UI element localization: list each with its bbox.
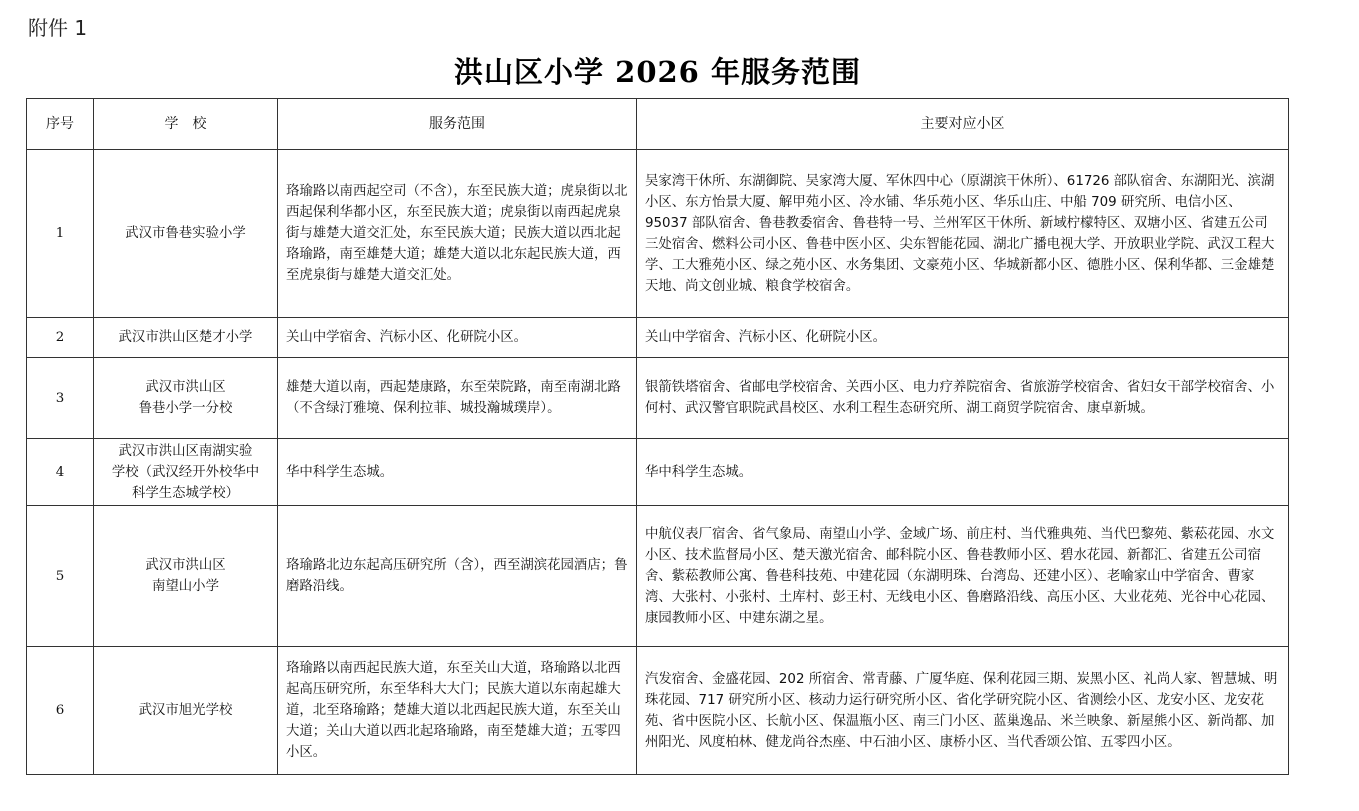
document-title: 洪山区小学 2026 年服务范围 <box>454 55 861 89</box>
header-range: 服务范围 <box>278 99 637 150</box>
service-area-table <box>26 98 1289 775</box>
service-range: 关山中学宿舍、汽标小区、化研院小区。 <box>278 318 637 358</box>
residential-areas: 华中科学生态城。 <box>637 439 1289 506</box>
table-row <box>27 150 1289 318</box>
row-number: 5 <box>27 506 94 647</box>
residential-areas: 吴家湾干休所、东湖御院、吴家湾大厦、军休四中心（原湖滨干休所）、61726 部队宿舍、东湖阳光、滨湖小区、东方怡景大厦、解甲苑小区、冷水铺、华乐苑小区、华乐山庄、中船 709 研究所、电信小区、95037 部队宿舍、鲁巷教委宿舍、鲁巷特一号、兰州军区干休所、新域柠檬特区、双塘小区、省建五公司三处宿舍、燃料公司小区、鲁巷中医小区、尖东智能花园、湖北广播电视大学、开放职业学院、武汉工程大学、工大雅苑小区、绿之苑小区、水务集团、文豪苑小区、华城新都小区、德胜小区、保利华都、三金雄楚天地、尚文创业城、粮食学校宿舍。 <box>637 150 1289 318</box>
row-number: 6 <box>27 647 94 775</box>
table-row <box>27 506 1289 647</box>
school-name-line: 武汉市旭光学校 <box>138 703 233 718</box>
row-number: 3 <box>27 358 94 439</box>
table-row <box>27 358 1289 439</box>
school-name-line: 鲁巷小学一分校 <box>138 401 233 416</box>
school-name-line: 南望山小学 <box>152 579 219 594</box>
row-number: 2 <box>27 318 94 358</box>
school-name-line: 武汉市洪山区南湖实验 <box>118 443 253 459</box>
header-school: 学 校 <box>94 99 278 150</box>
school-name <box>94 506 278 647</box>
school-name <box>94 318 278 358</box>
school-name-line: 武汉市洪山区楚才小学 <box>118 330 253 345</box>
service-range: 华中科学生态城。 <box>278 439 637 506</box>
table-row <box>27 439 1289 506</box>
school-name <box>94 439 278 506</box>
residential-areas: 中航仪表厂宿舍、省气象局、南望山小学、金域广场、前庄村、当代雅典苑、当代巴黎苑、紫菘花园、水文小区、技术监督局小区、楚天激光宿舍、邮科院小区、鲁巷教师小区、碧水花园、新都汇、省建五公司宿舍、紫菘教师公寓、鲁巷科技苑、中建花园（东湖明珠、台湾岛、还建小区）、老喻家山中学宿舍、曹家湾、大张村、小张村、土库村、彭王村、无线电小区、鲁磨路沿线、高压小区、大业花苑、光谷中心花园、康园教师小区、中建东湖之星。 <box>637 506 1289 647</box>
table-row <box>27 647 1289 775</box>
school-name-line: 武汉市鲁巷实验小学 <box>125 226 246 241</box>
school-name-line: 学校（武汉经开外校华中 <box>111 464 260 480</box>
service-range: 珞瑜路以南西起空司（不含），东至民族大道；虎泉街以北西起保利华都小区，东至民族大道；虎泉街以南西起虎泉街与雄楚大道交汇处，东至民族大道；民族大道以西北起珞瑜路，南至雄楚大道；雄楚大道以北东起民族大道，西至虎泉街与雄楚大道交汇处。 <box>278 150 637 318</box>
school-name <box>94 150 278 318</box>
residential-areas: 银箭铁塔宿舍、省邮电学校宿舍、关西小区、电力疗养院宿舍、省旅游学校宿舍、省妇女干部学校宿舍、小何村、武汉警官职院武昌校区、水利工程生态研究所、湖工商贸学院宿舍、康卓新城。 <box>637 358 1289 439</box>
service-range: 珞瑜路北边东起高压研究所（含），西至湖滨花园酒店；鲁磨路沿线。 <box>278 506 637 647</box>
school-name-line: 武汉市洪山区 <box>145 558 226 573</box>
attachment-label: 附件 1 <box>28 16 88 40</box>
school-name <box>94 647 278 775</box>
service-range: 珞瑜路以南西起民族大道，东至关山大道，珞瑜路以北西起高压研究所，东至华科大大门；民族大道以东南起雄大道，北至珞瑜路；楚雄大道以北西起民族大道，东至关山大道；关山大道以西北起珞瑜路，南至楚雄大道；五零四小区。 <box>278 647 637 775</box>
row-number: 1 <box>27 150 94 318</box>
header-area: 主要对应小区 <box>637 99 1289 150</box>
service-range: 雄楚大道以南，西起楚康路，东至荣院路，南至南湖北路（不含绿汀雅境、保利拉菲、城投瀚城璞岸）。 <box>278 358 637 439</box>
table-header-row <box>27 99 1289 150</box>
header-no: 序号 <box>27 99 94 150</box>
table-row <box>27 318 1289 358</box>
school-name-line: 武汉市洪山区 <box>145 380 226 395</box>
row-number: 4 <box>27 439 94 506</box>
school-name-line: 科学生态城学校） <box>131 485 240 501</box>
residential-areas: 关山中学宿舍、汽标小区、化研院小区。 <box>637 318 1289 358</box>
school-name <box>94 358 278 439</box>
residential-areas: 汽发宿舍、金盛花园、202 所宿舍、常青藤、广厦华庭、保利花园三期、炭黑小区、礼尚人家、智慧城、明珠花园、717 研究所小区、核动力运行研究所小区、省化学研究院小区、省测绘小区、龙安小区、龙安花苑、省中医院小区、长航小区、保温瓶小区、南三门小区、蓝巢逸品、米兰映象、新屋熊小区、新尚都、加州阳光、风度柏林、健龙尚谷杰座、中石油小区、康桥小区、当代香颂公馆、五零四小区。 <box>637 647 1289 775</box>
